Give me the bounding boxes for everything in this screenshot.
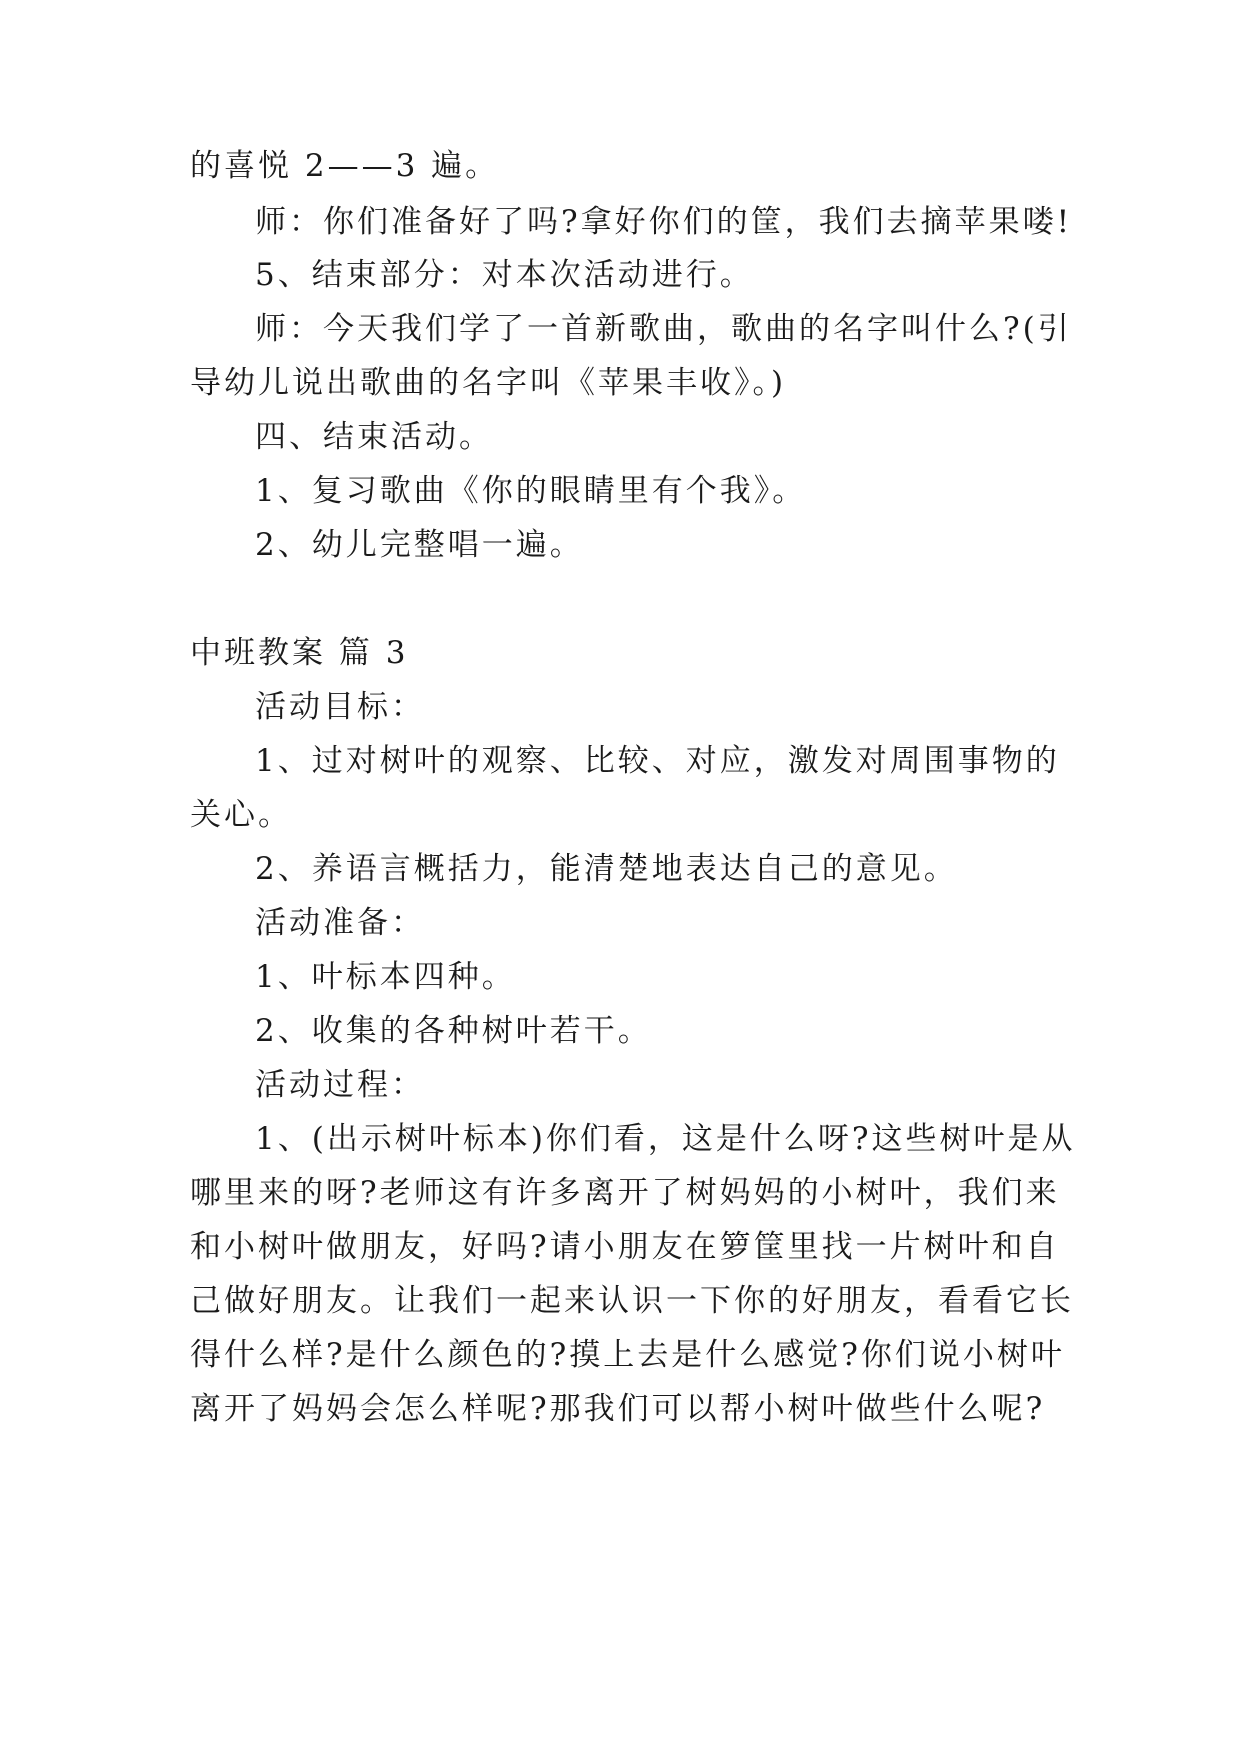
text-line: 1、复习歌曲《你的眼睛里有个我》。 xyxy=(255,473,807,509)
text-line: 离开了妈妈会怎么样呢?那我们可以帮小树叶做些什么呢? xyxy=(190,1391,1046,1427)
text-line: 的喜悦 2——3 遍。 xyxy=(190,148,500,184)
text-line: 四、结束活动。 xyxy=(255,419,493,455)
text-line: 关心。 xyxy=(190,797,292,833)
text-line: 活动过程： xyxy=(255,1067,425,1103)
section-heading: 中班教案 篇 3 xyxy=(190,635,409,671)
text-line: 2、收集的各种树叶若干。 xyxy=(255,1013,652,1049)
text-line: 哪里来的呀?老师这有许多离开了树妈妈的小树叶，我们来 xyxy=(190,1175,1060,1211)
text-line: 2、养语言概括力，能清楚地表达自己的意见。 xyxy=(255,851,958,887)
text-line: 导幼儿说出歌曲的名字叫《苹果丰收》。) xyxy=(190,365,787,401)
text-line: 得什么样?是什么颜色的?摸上去是什么感觉?你们说小树叶 xyxy=(190,1337,1065,1373)
text-line: 师：今天我们学了一首新歌曲，歌曲的名字叫什么?(引 xyxy=(255,311,1072,347)
text-line: 1、过对树叶的观察、比较、对应，激发对周围事物的 xyxy=(255,743,1060,779)
text-line: 5、结束部分：对本次活动进行。 xyxy=(255,257,754,293)
text-line: 2、幼儿完整唱一遍。 xyxy=(255,527,584,563)
text-line: 师：你们准备好了吗?拿好你们的筐，我们去摘苹果喽! xyxy=(255,204,1073,240)
text-line: 己做好朋友。让我们一起来认识一下你的好朋友，看看它长 xyxy=(190,1283,1074,1319)
text-line: 活动准备： xyxy=(255,905,425,941)
text-line: 活动目标： xyxy=(255,689,425,725)
text-line: 1、叶标本四种。 xyxy=(255,959,516,995)
text-line: 1、(出示树叶标本)你们看，这是什么呀?这些树叶是从 xyxy=(255,1121,1076,1157)
text-line: 和小树叶做朋友，好吗?请小朋友在箩筐里找一片树叶和自 xyxy=(190,1229,1060,1265)
